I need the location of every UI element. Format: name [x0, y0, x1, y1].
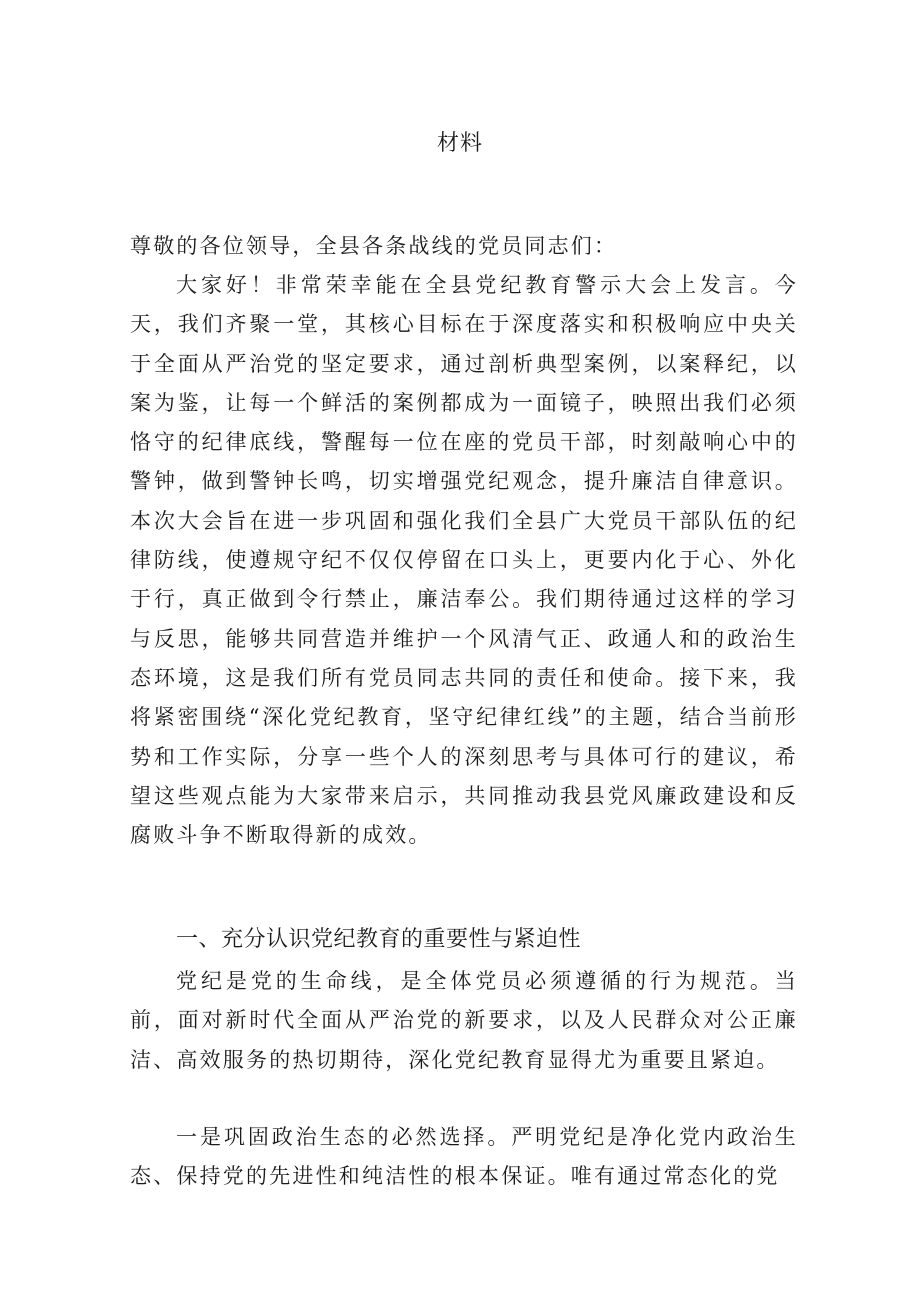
- paragraph-section-1: 党纪是党的生命线，是全体党员必须遵循的行为规范。当前，面对新时代全面从严治党的新要求，以及人民群众对公正廉洁、高效服务的热切期待，深化党纪教育显得尤为重要且紧迫。: [130, 969, 798, 1072]
- document-title: 材料: [436, 131, 483, 156]
- salutation: 尊敬的各位领导，全县各条战线的党员同志们：: [130, 234, 618, 258]
- section-heading-1: 一、充分认识党纪教育的重要性与紧迫性: [176, 927, 582, 952]
- paragraph-intro: 大家好！非常荣幸能在全县党纪教育警示大会上发言。今天，我们齐聚一堂，其核心目标在于深度落实和积极响应中央关于全面从严治党的坚定要求，通过剖析典型案例，以案释纪，以案为鉴，让每一个鲜活的案例都成为一面镜子，映照出我们必须恪守的纪律底线，警醒每一位在座的党员干部，时刻敲响心中的警钟，做到警钟长鸣，切实增强党纪观念，提升廉洁自律意识。本次大会旨在进一步巩固和强化我们全县广大党员干部队伍的纪律防线，使遵规守纪不仅仅停留在口头上，更要内化于心、外化于行，真正做到令行禁止，廉洁奉公。我们期待通过这样的学习与反思，能够共同营造并维护一个风清气正、政通人和的政治生态环境，这是我们所有党员同志共同的责任和使命。接下来，我将紧密围绕“深化党纪教育，坚守纪律红线”的主题，结合当前形势和工作实际，分享一些个人的深刻思考与具体可行的建议，希望这些观点能为大家带来启示，共同推动我县党风廉政建设和反腐败斗争不断取得新的成效。: [130, 273, 798, 848]
- paragraph-point-1: 一是巩固政治生态的必然选择。严明党纪是净化党内政治生态、保持党的先进性和纯洁性的根本保证。唯有通过常态化的党: [130, 1125, 798, 1189]
